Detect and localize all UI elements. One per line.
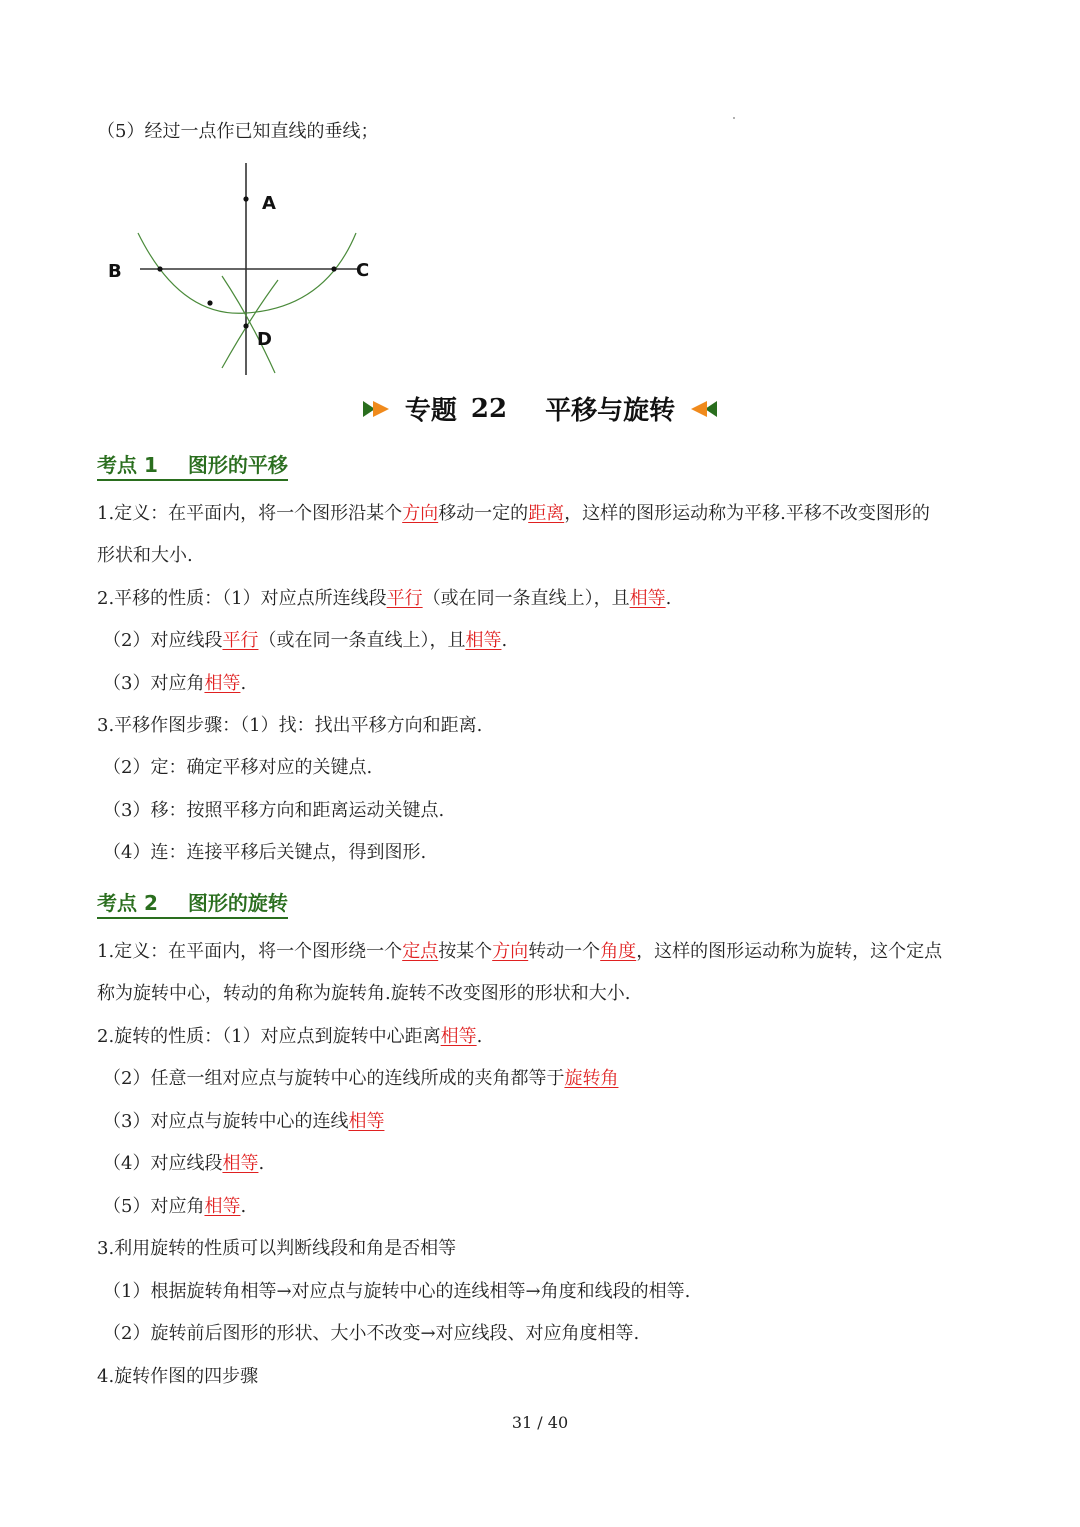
chapter-title [0, 390, 1080, 427]
arc-large [138, 233, 356, 313]
label-b: B [108, 261, 122, 282]
s1-def-line2: 形状和大小. [97, 545, 193, 566]
s1-step: （2）定：确定平移对应的关键点. [103, 757, 373, 778]
highlight: 相等 [629, 588, 666, 609]
left-arrow-icon [689, 399, 717, 419]
section2-title: 图形的旋转 [187, 891, 288, 915]
highlight: 平行 [222, 630, 259, 651]
stray-mark [733, 117, 735, 119]
s1-prop1: 2.平移的性质：（1）对应点所连线段平行（或在同一条直线上），且相等. [97, 588, 672, 609]
section1-title: 图形的平移 [187, 453, 288, 477]
highlight: 距离 [528, 503, 565, 524]
s1-def-line1: 1.定义：在平面内，将一个图形沿某个方向移动一定的距离，这样的图形运动称为平移.平移不改变图形的 [97, 503, 930, 524]
highlight: 方向 [402, 503, 439, 524]
label-d: D [257, 329, 272, 350]
highlight: 相等 [348, 1111, 385, 1132]
s2-def-line2: 称为旋转中心，转动的角称为旋转角.旋转不改变图形的形状和大小. [97, 983, 631, 1004]
point-d [243, 323, 248, 328]
s2-judge: 4.旋转作图的四步骤 [97, 1366, 259, 1387]
highlight: 角度 [600, 941, 637, 962]
section2-heading [97, 890, 288, 919]
highlight: 相等 [222, 1153, 259, 1174]
title-text: 平移与旋转 [545, 396, 676, 426]
page-number: 31 / 40 [511, 1413, 569, 1432]
highlight: 定点 [402, 941, 439, 962]
section2-label: 考点 2 [97, 891, 158, 915]
s2-judge: （2）旋转前后图形的形状、大小不改变→对应线段、对应角度相等. [103, 1323, 640, 1344]
arc-right [222, 280, 278, 368]
s1-step: （4）连：连接平移后关键点，得到图形. [103, 842, 427, 863]
point-c [331, 266, 336, 271]
point-b [157, 266, 162, 271]
s2-judge: 3.利用旋转的性质可以判断线段和角是否相等 [97, 1238, 457, 1259]
label-c: C [356, 260, 370, 281]
s2-prop3: （3）对应点与旋转中心的连线相等 [103, 1111, 385, 1132]
highlight: 方向 [492, 941, 529, 962]
highlight: 相等 [204, 1196, 241, 1217]
label-a: A [262, 193, 276, 214]
right-arrow-icon [363, 399, 391, 419]
s1-step: （3）移：按照平移方向和距离运动关键点. [103, 800, 445, 821]
highlight: 平行 [386, 588, 423, 609]
intro-line: （5）经过一点作已知直线的垂线； [97, 121, 379, 142]
s2-prop4: （4）对应线段相等. [103, 1153, 265, 1174]
title-number: 22 [470, 393, 508, 424]
point-e [207, 300, 212, 305]
highlight: 旋转角 [564, 1068, 619, 1089]
s1-prop3: （3）对应角相等. [103, 673, 247, 694]
section1-heading [97, 452, 288, 481]
s2-prop2: （2）任意一组对应点与旋转中心的连线所成的夹角都等于旋转角 [103, 1068, 619, 1089]
s1-step: 3.平移作图步骤：（1）找：找出平移方向和距离. [97, 715, 483, 736]
title-prefix: 专题 [404, 396, 457, 426]
s2-judge: （1）根据旋转角相等→对应点与旋转中心的连线相等→角度和线段的相等. [103, 1281, 691, 1302]
section1-label: 考点 1 [97, 453, 158, 477]
s1-prop2: （2）对应线段平行（或在同一条直线上），且相等. [103, 630, 508, 651]
s2-def-line1: 1.定义：在平面内，将一个图形绕一个定点按某个方向转动一个角度，这样的图形运动称为旋转，这个定点 [97, 941, 943, 962]
perpendicular-construction-figure [100, 158, 400, 380]
point-a [243, 196, 248, 201]
highlight: 相等 [440, 1026, 477, 1047]
s2-prop5: （5）对应角相等. [103, 1196, 247, 1217]
s2-prop1: 2.旋转的性质：（1）对应点到旋转中心距离相等. [97, 1026, 483, 1047]
highlight: 相等 [204, 673, 241, 694]
highlight: 相等 [465, 630, 502, 651]
arc-left [222, 276, 275, 373]
